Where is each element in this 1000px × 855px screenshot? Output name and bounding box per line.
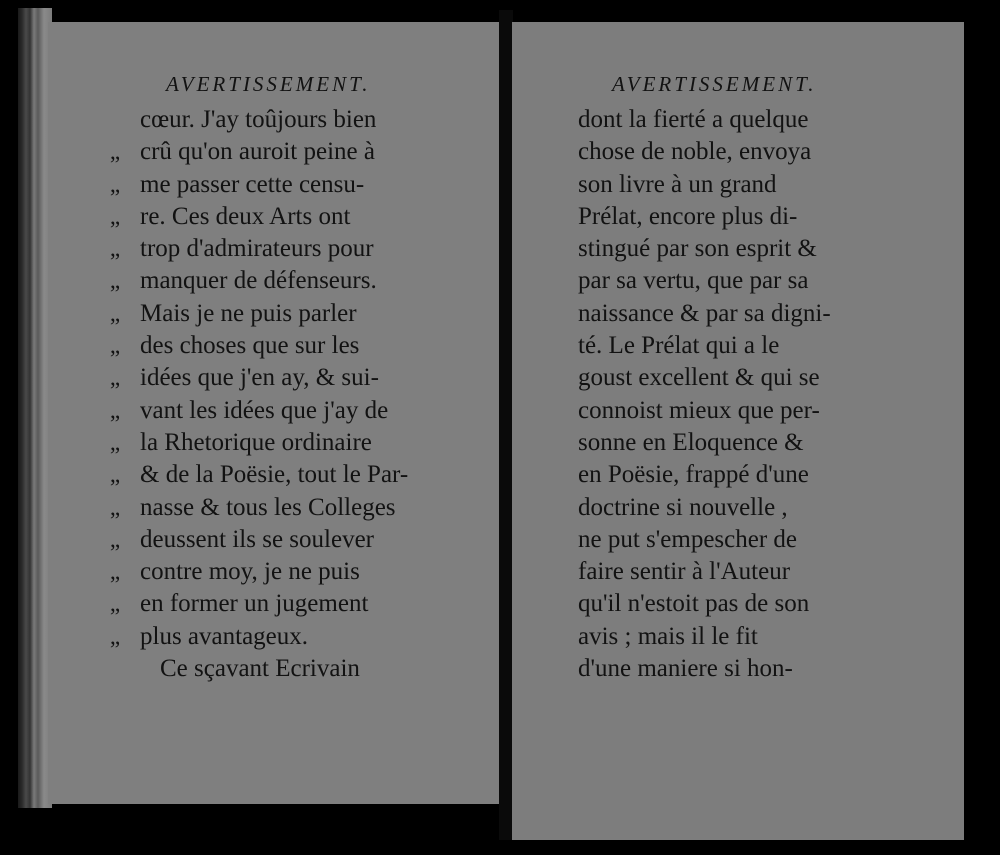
line-text: stingué par son esprit & bbox=[578, 235, 817, 263]
quotation-mark: ,, bbox=[110, 171, 120, 197]
right-text-line bbox=[578, 104, 858, 136]
right-text-line bbox=[578, 524, 858, 556]
line-text: sonne en Eloquence & bbox=[578, 428, 804, 456]
right-text-line bbox=[578, 556, 858, 588]
left-running-header: AVERTISSEMENT. bbox=[166, 72, 371, 96]
quotation-mark: ,, bbox=[110, 526, 120, 552]
line-text: Prélat, encore plus di- bbox=[578, 202, 798, 230]
line-text: contre moy, je ne puis bbox=[140, 558, 360, 586]
line-text: son livre à un grand bbox=[578, 170, 777, 198]
right-text-line bbox=[578, 265, 858, 297]
left-text-line bbox=[110, 201, 450, 233]
quotation-mark: ,, bbox=[110, 300, 120, 326]
line-text: naissance & par sa digni- bbox=[578, 299, 831, 327]
left-text-line bbox=[110, 492, 450, 524]
left-text-line bbox=[110, 524, 450, 556]
line-text: avis ; mais il le fit bbox=[578, 622, 758, 650]
right-text-line bbox=[578, 621, 858, 653]
quotation-mark: ,, bbox=[110, 268, 120, 294]
line-text: par sa vertu, que par sa bbox=[578, 267, 809, 295]
line-text: cœur. J'ay toûjours bien bbox=[140, 106, 377, 133]
quotation-mark: ,, bbox=[110, 236, 120, 262]
line-text: Ce sçavant Ecrivain bbox=[160, 655, 360, 683]
right-text-line bbox=[578, 653, 858, 685]
book-gutter bbox=[499, 10, 513, 840]
line-text: ne put s'empescher de bbox=[578, 525, 798, 553]
line-text: idées que j'en ay, & sui- bbox=[140, 364, 379, 392]
quotation-mark: ,, bbox=[110, 203, 120, 229]
line-text: crû qu'on auroit peine à bbox=[140, 138, 375, 166]
line-text: re. Ces deux Arts ont bbox=[140, 202, 351, 230]
line-text: vant les idées que j'ay de bbox=[140, 396, 389, 424]
line-text: dont la fierté a quelque bbox=[578, 106, 809, 133]
line-text: & de la Poësie, tout le Par- bbox=[140, 461, 409, 489]
line-text: la Rhetorique ordinaire bbox=[140, 428, 372, 456]
quotation-mark: ,, bbox=[110, 559, 120, 585]
line-text: chose de noble, envoya bbox=[578, 138, 812, 166]
line-text: qu'il n'estoit pas de son bbox=[578, 590, 810, 618]
line-text: deussent ils se soulever bbox=[140, 525, 374, 553]
line-text: goust excellent & qui se bbox=[578, 364, 820, 392]
quotation-mark: ,, bbox=[110, 429, 120, 455]
line-text: des choses que sur les bbox=[140, 332, 360, 360]
line-text: nasse & tous les Colleges bbox=[140, 493, 396, 521]
left-text-line bbox=[110, 621, 450, 653]
line-text: connoist mieux que per- bbox=[578, 396, 820, 424]
left-page bbox=[48, 22, 500, 804]
right-page bbox=[512, 22, 964, 840]
left-text-line bbox=[110, 556, 450, 588]
quotation-mark: ,, bbox=[110, 494, 120, 520]
left-text-line bbox=[110, 265, 450, 297]
quotation-mark: ,, bbox=[110, 333, 120, 359]
left-text-line bbox=[110, 298, 450, 330]
right-text-line bbox=[578, 136, 858, 168]
quotation-mark: ,, bbox=[110, 139, 120, 165]
quotation-mark: ,, bbox=[110, 623, 120, 649]
line-text: té. Le Prélat qui a le bbox=[578, 332, 780, 360]
left-text-line bbox=[110, 459, 450, 491]
line-text: d'une maniere si hon- bbox=[578, 655, 793, 683]
right-text-line bbox=[578, 233, 858, 265]
right-text-line bbox=[578, 330, 858, 362]
quotation-mark: ,, bbox=[110, 462, 120, 488]
line-text: manquer de défenseurs. bbox=[140, 267, 377, 295]
right-text-line bbox=[578, 201, 858, 233]
quotation-mark: ,, bbox=[110, 365, 120, 391]
line-text: me passer cette censu- bbox=[140, 170, 365, 198]
left-text-line bbox=[140, 104, 450, 136]
left-text-line bbox=[140, 653, 450, 685]
line-text: plus avantageux. bbox=[140, 622, 309, 650]
line-text: doctrine si nouvelle , bbox=[578, 493, 788, 521]
right-page-text bbox=[578, 104, 858, 685]
right-running-header: AVERTISSEMENT. bbox=[612, 72, 817, 96]
quotation-mark: ,, bbox=[110, 397, 120, 423]
right-text-line bbox=[578, 169, 858, 201]
left-text-line bbox=[110, 427, 450, 459]
line-text: faire sentir à l'Auteur bbox=[578, 558, 791, 586]
right-text-line bbox=[578, 298, 858, 330]
right-text-line bbox=[578, 459, 858, 491]
line-text: en Poësie, frappé d'une bbox=[578, 461, 809, 489]
left-text-line bbox=[110, 136, 450, 168]
right-text-line bbox=[578, 395, 858, 427]
left-text-line bbox=[110, 330, 450, 362]
left-text-line bbox=[110, 169, 450, 201]
left-text-line bbox=[110, 588, 450, 620]
right-text-line bbox=[578, 427, 858, 459]
left-text-line bbox=[110, 233, 450, 265]
left-text-line bbox=[110, 362, 450, 394]
left-page-text bbox=[110, 104, 450, 685]
right-text-line bbox=[578, 362, 858, 394]
line-text: Mais je ne puis parler bbox=[140, 299, 357, 327]
right-text-line bbox=[578, 588, 858, 620]
page-edges bbox=[18, 8, 52, 808]
line-text: en former un jugement bbox=[140, 590, 369, 618]
quotation-mark: ,, bbox=[110, 591, 120, 617]
right-text-line bbox=[578, 492, 858, 524]
left-text-line bbox=[110, 395, 450, 427]
line-text: trop d'admirateurs pour bbox=[140, 235, 374, 263]
